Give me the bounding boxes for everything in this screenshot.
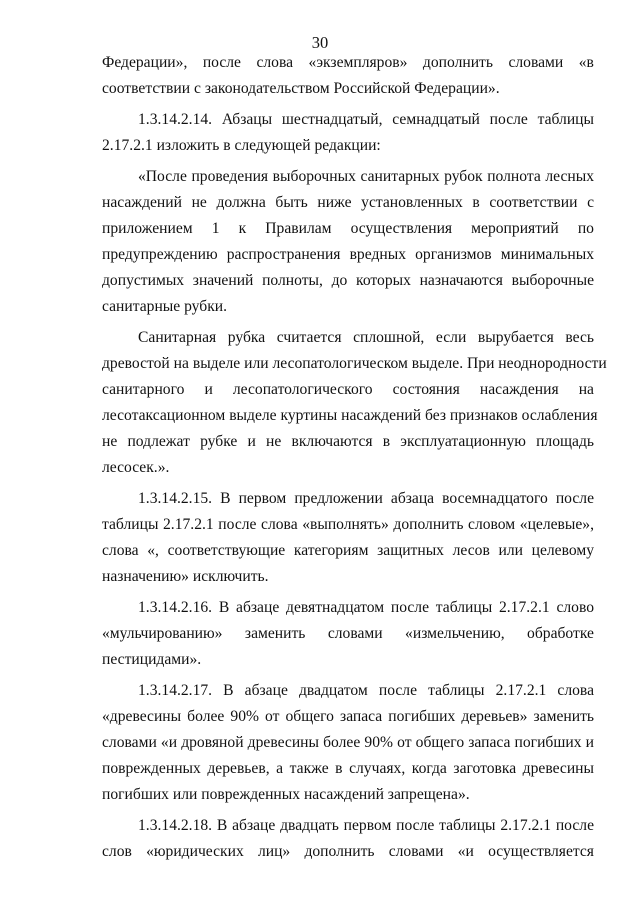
word: состояния: [392, 381, 460, 398]
word: словами: [327, 625, 383, 642]
word: словами: [388, 843, 444, 860]
paragraph: [102, 486, 594, 590]
word: лесопатологического: [232, 381, 373, 398]
word: заменить: [244, 625, 306, 642]
paragraph: [102, 595, 594, 673]
word: к: [238, 220, 247, 237]
text-line: древостой на выделе или лесопатологическом выделе. При неоднородности: [102, 355, 607, 372]
page-number: 30: [311, 33, 329, 52]
word: по: [577, 220, 594, 237]
text-line: предупреждению распространения вредных организмов минимальных: [102, 246, 594, 263]
text-line: соответствии с законодательством Российской Федерации».: [102, 80, 500, 97]
text-line: [102, 377, 594, 403]
word: Федерации»,: [102, 54, 188, 71]
text-line: [102, 216, 594, 242]
text-line: 1.3.14.2.17. В абзаце двадцатом после таблицы 2.17.2.1 слова: [138, 682, 594, 699]
text-line: не подлежат рубке и не включаются в эксплуатационную площадь: [102, 433, 594, 450]
text-line: Санитарная рубка считается сплошной, если вырубается весь: [138, 329, 594, 346]
text-line: таблицы 2.17.2.1 после слова «выполнять» дополнить словом «целевые»,: [102, 516, 594, 533]
text-line: погибших или поврежденных насаждений запрещена».: [102, 786, 470, 803]
word: 1: [211, 220, 220, 237]
text-line: «древесины более 90% от общего запаса погибших деревьев» заменить: [102, 708, 594, 725]
text-line: 2.17.2.1 изложить в следующей редакции:: [102, 137, 381, 154]
text-line: лесотаксационном выделе куртины насаждений без признаков ослабления: [102, 407, 598, 424]
word: насаждения: [479, 381, 559, 398]
word: осуществления: [350, 220, 453, 237]
text-line: лесосек.».: [102, 459, 170, 476]
text-line: назначению» исключить.: [102, 568, 269, 585]
word: «мульчированию»: [102, 625, 223, 642]
text-line: [102, 621, 594, 647]
text-line: [102, 50, 594, 76]
document-body: [102, 50, 607, 870]
word: дополнить: [304, 843, 375, 860]
text-line: слова «, соответствующие категориям защитных лесов или целевому: [102, 542, 594, 559]
word: «и: [457, 843, 474, 860]
text-line: 1.3.14.2.18. В абзаце двадцать первом после таблицы 2.17.2.1 после: [138, 817, 594, 834]
text-line: 1.3.14.2.14. Абзацы шестнадцатый, семнадцатый после таблицы: [138, 111, 594, 128]
word: обработке: [527, 625, 594, 642]
text-line: пестицидами».: [102, 651, 202, 668]
paragraph: [102, 50, 594, 102]
word: осуществляется: [488, 843, 594, 860]
word: дополнить: [422, 54, 493, 71]
paragraph: [102, 164, 594, 320]
text-line: санитарные рубки.: [102, 298, 228, 315]
word: «экземпляров»: [308, 54, 408, 71]
text-line: словами «и дровяной древесины более 90% от общего запаса погибших и: [102, 734, 594, 751]
paragraph: [102, 813, 594, 865]
word: «измельчению,: [405, 625, 505, 642]
word: лиц»: [257, 843, 291, 860]
text-line: допустимых значений полноты, до которых назначаются выборочные: [102, 272, 594, 289]
word: санитарного: [102, 381, 185, 398]
paragraph: [102, 678, 594, 808]
text-line: «После проведения выборочных санитарных рубок полнота лесных: [138, 168, 594, 185]
text-line: 1.3.14.2.15. В первом предложении абзаца восемнадцатого после: [138, 490, 594, 507]
word: и: [204, 381, 213, 398]
text-line: насаждений не должна быть ниже установленных в соответствии с: [102, 194, 594, 211]
word: «юридических: [146, 843, 244, 860]
paragraph: [102, 107, 594, 159]
word: слов: [102, 843, 132, 860]
word: приложением: [102, 220, 193, 237]
word: после: [202, 54, 241, 71]
word: мероприятий: [471, 220, 559, 237]
text-line: 1.3.14.2.16. В абзаце девятнадцатом после таблицы 2.17.2.1 слово: [138, 599, 594, 616]
text-line: [102, 839, 594, 865]
word: «в: [578, 54, 594, 71]
paragraph: [102, 325, 607, 481]
word: Правилам: [265, 220, 332, 237]
word: слова: [256, 54, 294, 71]
word: словами: [508, 54, 564, 71]
word: на: [578, 381, 594, 398]
text-line: поврежденных деревьев, а также в случаях, когда заготовка древесины: [102, 760, 594, 777]
